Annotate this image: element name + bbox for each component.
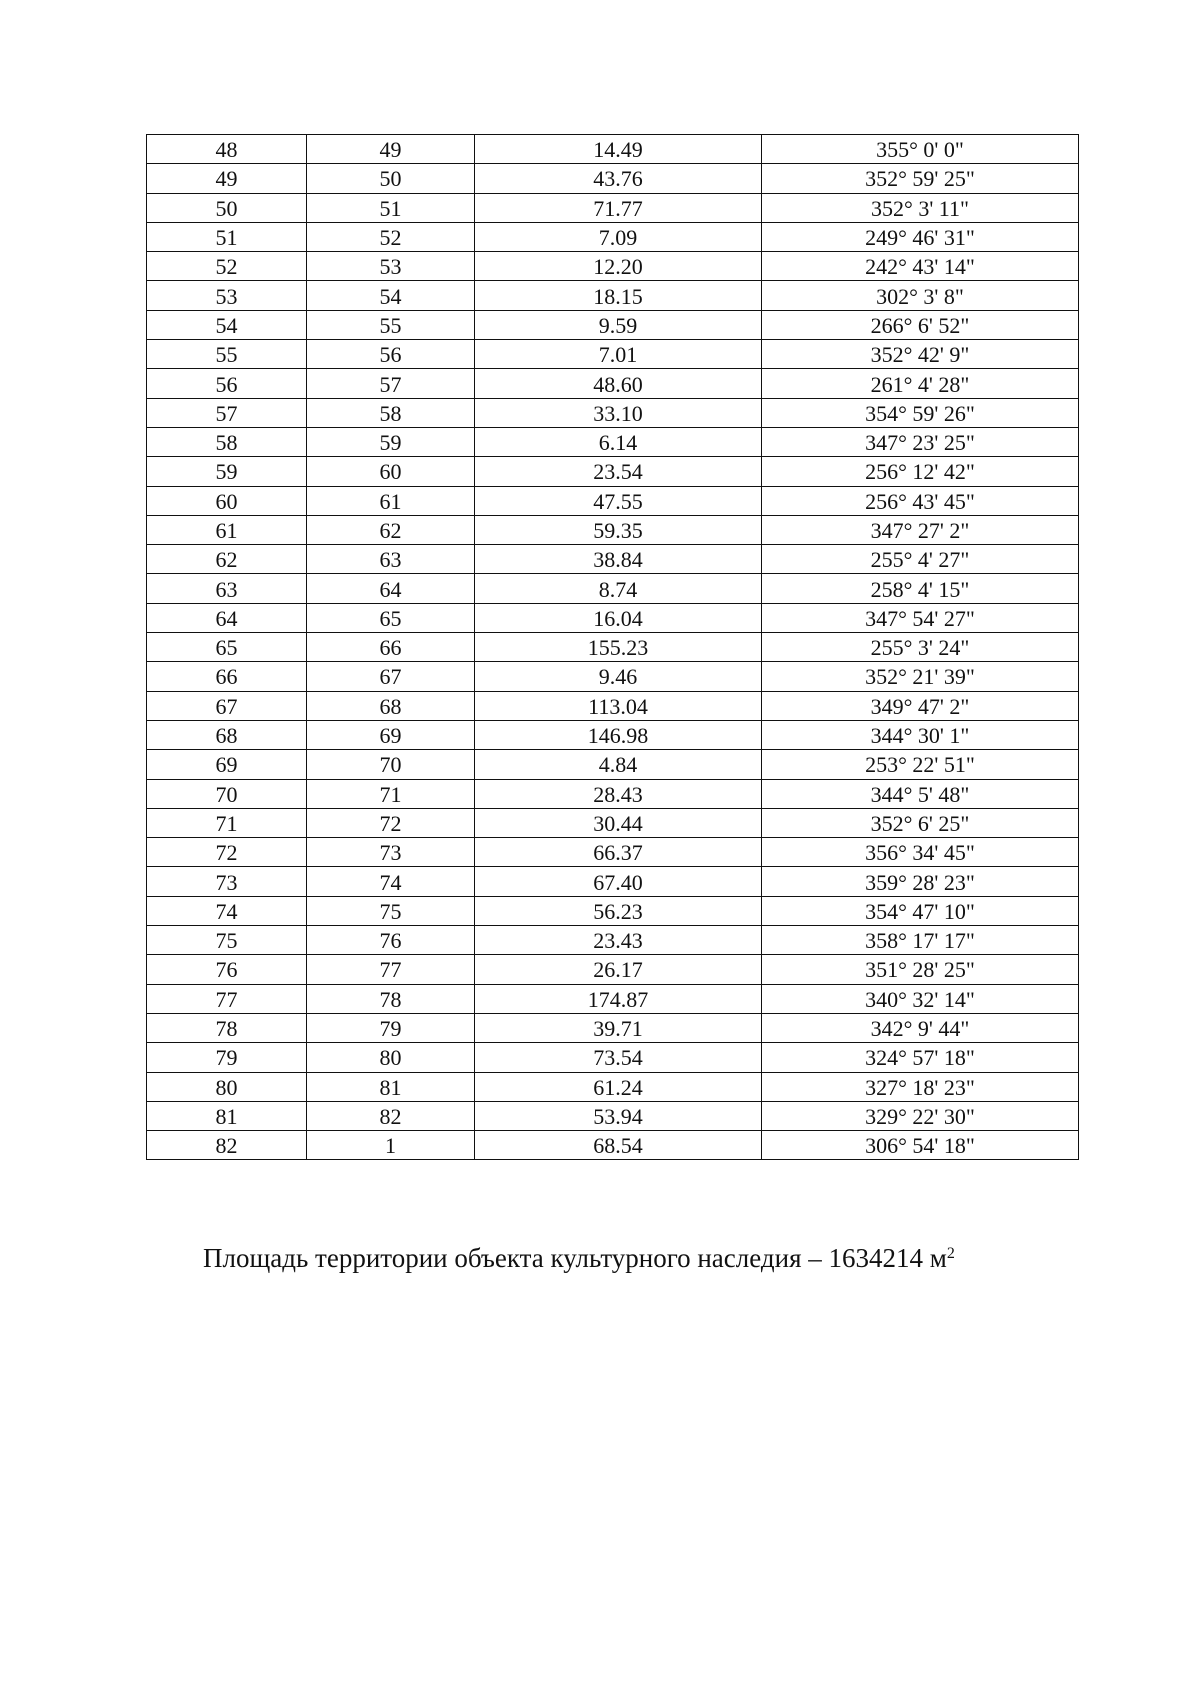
table-row bbox=[147, 984, 1079, 1013]
cell-point-to: 70 bbox=[307, 750, 475, 779]
cell-bearing: 355° 0' 0" bbox=[762, 135, 1079, 164]
table-row bbox=[147, 1131, 1079, 1160]
cell-distance: 48.60 bbox=[475, 369, 762, 398]
cell-bearing: 347° 23' 25" bbox=[762, 427, 1079, 456]
table-row bbox=[147, 1013, 1079, 1042]
cell-point-from: 64 bbox=[147, 603, 307, 632]
cell-bearing: 354° 59' 26" bbox=[762, 398, 1079, 427]
cell-point-to: 58 bbox=[307, 398, 475, 427]
cell-point-to: 76 bbox=[307, 926, 475, 955]
cell-bearing: 255° 4' 27" bbox=[762, 545, 1079, 574]
territory-area-statement bbox=[203, 1242, 955, 1274]
table-row bbox=[147, 281, 1079, 310]
cell-bearing: 266° 6' 52" bbox=[762, 310, 1079, 339]
cell-point-from: 53 bbox=[147, 281, 307, 310]
table-row bbox=[147, 310, 1079, 339]
cell-point-to: 78 bbox=[307, 984, 475, 1013]
cell-distance: 59.35 bbox=[475, 515, 762, 544]
cell-point-to: 62 bbox=[307, 515, 475, 544]
table-row bbox=[147, 691, 1079, 720]
cell-distance: 23.54 bbox=[475, 457, 762, 486]
cell-point-to: 1 bbox=[307, 1131, 475, 1160]
table-row bbox=[147, 926, 1079, 955]
cell-distance: 71.77 bbox=[475, 193, 762, 222]
cell-distance: 9.59 bbox=[475, 310, 762, 339]
cell-point-from: 82 bbox=[147, 1131, 307, 1160]
table-body bbox=[147, 135, 1079, 1160]
cell-bearing: 255° 3' 24" bbox=[762, 633, 1079, 662]
cell-point-to: 65 bbox=[307, 603, 475, 632]
cell-distance: 73.54 bbox=[475, 1043, 762, 1072]
cell-point-to: 59 bbox=[307, 427, 475, 456]
area-unit-superscript: 2 bbox=[946, 1245, 955, 1262]
cell-point-from: 78 bbox=[147, 1013, 307, 1042]
table-row bbox=[147, 252, 1079, 281]
cell-point-from: 72 bbox=[147, 838, 307, 867]
cell-point-from: 68 bbox=[147, 720, 307, 749]
cell-point-to: 74 bbox=[307, 867, 475, 896]
cell-point-from: 51 bbox=[147, 222, 307, 251]
table-row bbox=[147, 1101, 1079, 1130]
table-row bbox=[147, 193, 1079, 222]
cell-distance: 28.43 bbox=[475, 779, 762, 808]
cell-point-to: 69 bbox=[307, 720, 475, 749]
cell-bearing: 258° 4' 15" bbox=[762, 574, 1079, 603]
cell-distance: 26.17 bbox=[475, 955, 762, 984]
cell-bearing: 359° 28' 23" bbox=[762, 867, 1079, 896]
cell-bearing: 356° 34' 45" bbox=[762, 838, 1079, 867]
cell-bearing: 352° 42' 9" bbox=[762, 340, 1079, 369]
cell-point-to: 63 bbox=[307, 545, 475, 574]
cell-distance: 12.20 bbox=[475, 252, 762, 281]
cell-bearing: 352° 6' 25" bbox=[762, 808, 1079, 837]
cell-distance: 9.46 bbox=[475, 662, 762, 691]
cell-point-to: 82 bbox=[307, 1101, 475, 1130]
table-row bbox=[147, 135, 1079, 164]
cell-bearing: 253° 22' 51" bbox=[762, 750, 1079, 779]
cell-bearing: 352° 59' 25" bbox=[762, 164, 1079, 193]
table-row bbox=[147, 779, 1079, 808]
cell-bearing: 324° 57' 18" bbox=[762, 1043, 1079, 1072]
cell-bearing: 352° 21' 39" bbox=[762, 662, 1079, 691]
cell-point-from: 81 bbox=[147, 1101, 307, 1130]
cell-point-to: 77 bbox=[307, 955, 475, 984]
cell-point-to: 60 bbox=[307, 457, 475, 486]
cell-point-to: 67 bbox=[307, 662, 475, 691]
cell-point-to: 73 bbox=[307, 838, 475, 867]
cell-distance: 67.40 bbox=[475, 867, 762, 896]
cell-point-from: 58 bbox=[147, 427, 307, 456]
cell-point-from: 77 bbox=[147, 984, 307, 1013]
cell-point-from: 54 bbox=[147, 310, 307, 339]
cell-distance: 7.01 bbox=[475, 340, 762, 369]
table-row bbox=[147, 398, 1079, 427]
cell-bearing: 306° 54' 18" bbox=[762, 1131, 1079, 1160]
cell-point-from: 55 bbox=[147, 340, 307, 369]
cell-distance: 53.94 bbox=[475, 1101, 762, 1130]
cell-point-from: 63 bbox=[147, 574, 307, 603]
cell-bearing: 358° 17' 17" bbox=[762, 926, 1079, 955]
cell-bearing: 352° 3' 11" bbox=[762, 193, 1079, 222]
cell-point-to: 72 bbox=[307, 808, 475, 837]
table-row bbox=[147, 955, 1079, 984]
cell-bearing: 327° 18' 23" bbox=[762, 1072, 1079, 1101]
cell-point-to: 50 bbox=[307, 164, 475, 193]
table-row bbox=[147, 603, 1079, 632]
cell-point-to: 53 bbox=[307, 252, 475, 281]
cell-distance: 4.84 bbox=[475, 750, 762, 779]
cell-point-to: 51 bbox=[307, 193, 475, 222]
table-row bbox=[147, 662, 1079, 691]
cell-bearing: 342° 9' 44" bbox=[762, 1013, 1079, 1042]
cell-point-from: 52 bbox=[147, 252, 307, 281]
table-row bbox=[147, 896, 1079, 925]
cell-point-from: 80 bbox=[147, 1072, 307, 1101]
cell-distance: 30.44 bbox=[475, 808, 762, 837]
cell-point-to: 55 bbox=[307, 310, 475, 339]
cell-bearing: 349° 47' 2" bbox=[762, 691, 1079, 720]
cell-point-to: 71 bbox=[307, 779, 475, 808]
cell-distance: 113.04 bbox=[475, 691, 762, 720]
cell-bearing: 340° 32' 14" bbox=[762, 984, 1079, 1013]
table-row bbox=[147, 340, 1079, 369]
cell-point-from: 60 bbox=[147, 486, 307, 515]
cell-point-from: 59 bbox=[147, 457, 307, 486]
cell-point-to: 79 bbox=[307, 1013, 475, 1042]
cell-point-from: 71 bbox=[147, 808, 307, 837]
cell-distance: 43.76 bbox=[475, 164, 762, 193]
table-row bbox=[147, 808, 1079, 837]
table-row bbox=[147, 427, 1079, 456]
cell-bearing: 261° 4' 28" bbox=[762, 369, 1079, 398]
cell-bearing: 351° 28' 25" bbox=[762, 955, 1079, 984]
table-row bbox=[147, 750, 1079, 779]
table-row bbox=[147, 457, 1079, 486]
cell-distance: 68.54 bbox=[475, 1131, 762, 1160]
cell-distance: 174.87 bbox=[475, 984, 762, 1013]
table-row bbox=[147, 1072, 1079, 1101]
table-row bbox=[147, 222, 1079, 251]
cell-point-from: 76 bbox=[147, 955, 307, 984]
cell-bearing: 256° 12' 42" bbox=[762, 457, 1079, 486]
cell-point-to: 80 bbox=[307, 1043, 475, 1072]
cell-point-from: 50 bbox=[147, 193, 307, 222]
cell-point-from: 62 bbox=[147, 545, 307, 574]
cell-distance: 16.04 bbox=[475, 603, 762, 632]
cell-point-to: 52 bbox=[307, 222, 475, 251]
table-row bbox=[147, 545, 1079, 574]
cell-point-from: 57 bbox=[147, 398, 307, 427]
cell-bearing: 329° 22' 30" bbox=[762, 1101, 1079, 1130]
cell-point-from: 79 bbox=[147, 1043, 307, 1072]
cell-point-from: 70 bbox=[147, 779, 307, 808]
cell-distance: 155.23 bbox=[475, 633, 762, 662]
cell-point-from: 69 bbox=[147, 750, 307, 779]
cell-bearing: 347° 54' 27" bbox=[762, 603, 1079, 632]
cell-point-to: 49 bbox=[307, 135, 475, 164]
cell-bearing: 242° 43' 14" bbox=[762, 252, 1079, 281]
cell-distance: 33.10 bbox=[475, 398, 762, 427]
cell-point-from: 67 bbox=[147, 691, 307, 720]
table-row bbox=[147, 838, 1079, 867]
cell-distance: 39.71 bbox=[475, 1013, 762, 1042]
cell-bearing: 256° 43' 45" bbox=[762, 486, 1079, 515]
cell-distance: 61.24 bbox=[475, 1072, 762, 1101]
cell-bearing: 302° 3' 8" bbox=[762, 281, 1079, 310]
cell-point-to: 64 bbox=[307, 574, 475, 603]
area-text: Площадь территории объекта культурного наследия – 1634214 м bbox=[203, 1243, 947, 1273]
cell-bearing: 347° 27' 2" bbox=[762, 515, 1079, 544]
cell-point-to: 66 bbox=[307, 633, 475, 662]
cell-distance: 146.98 bbox=[475, 720, 762, 749]
cell-bearing: 249° 46' 31" bbox=[762, 222, 1079, 251]
cell-bearing: 344° 30' 1" bbox=[762, 720, 1079, 749]
table-row bbox=[147, 867, 1079, 896]
cell-point-from: 74 bbox=[147, 896, 307, 925]
cell-distance: 14.49 bbox=[475, 135, 762, 164]
cell-distance: 23.43 bbox=[475, 926, 762, 955]
cell-distance: 8.74 bbox=[475, 574, 762, 603]
cell-point-to: 81 bbox=[307, 1072, 475, 1101]
cell-distance: 38.84 bbox=[475, 545, 762, 574]
cell-point-to: 57 bbox=[307, 369, 475, 398]
cell-point-to: 54 bbox=[307, 281, 475, 310]
cell-point-from: 61 bbox=[147, 515, 307, 544]
cell-point-from: 75 bbox=[147, 926, 307, 955]
cell-point-to: 68 bbox=[307, 691, 475, 720]
table-row bbox=[147, 515, 1079, 544]
cell-distance: 56.23 bbox=[475, 896, 762, 925]
table-row bbox=[147, 720, 1079, 749]
cell-point-to: 56 bbox=[307, 340, 475, 369]
table-row bbox=[147, 164, 1079, 193]
cell-point-from: 65 bbox=[147, 633, 307, 662]
cell-point-from: 49 bbox=[147, 164, 307, 193]
cell-point-from: 66 bbox=[147, 662, 307, 691]
cell-distance: 7.09 bbox=[475, 222, 762, 251]
table-row bbox=[147, 486, 1079, 515]
cell-distance: 66.37 bbox=[475, 838, 762, 867]
boundary-coordinates-table bbox=[146, 134, 1079, 1160]
cell-point-to: 61 bbox=[307, 486, 475, 515]
cell-distance: 6.14 bbox=[475, 427, 762, 456]
cell-bearing: 354° 47' 10" bbox=[762, 896, 1079, 925]
table-row bbox=[147, 369, 1079, 398]
cell-distance: 47.55 bbox=[475, 486, 762, 515]
table-row bbox=[147, 633, 1079, 662]
table-row bbox=[147, 1043, 1079, 1072]
cell-point-to: 75 bbox=[307, 896, 475, 925]
cell-distance: 18.15 bbox=[475, 281, 762, 310]
table-row bbox=[147, 574, 1079, 603]
cell-bearing: 344° 5' 48" bbox=[762, 779, 1079, 808]
cell-point-from: 56 bbox=[147, 369, 307, 398]
cell-point-from: 48 bbox=[147, 135, 307, 164]
cell-point-from: 73 bbox=[147, 867, 307, 896]
